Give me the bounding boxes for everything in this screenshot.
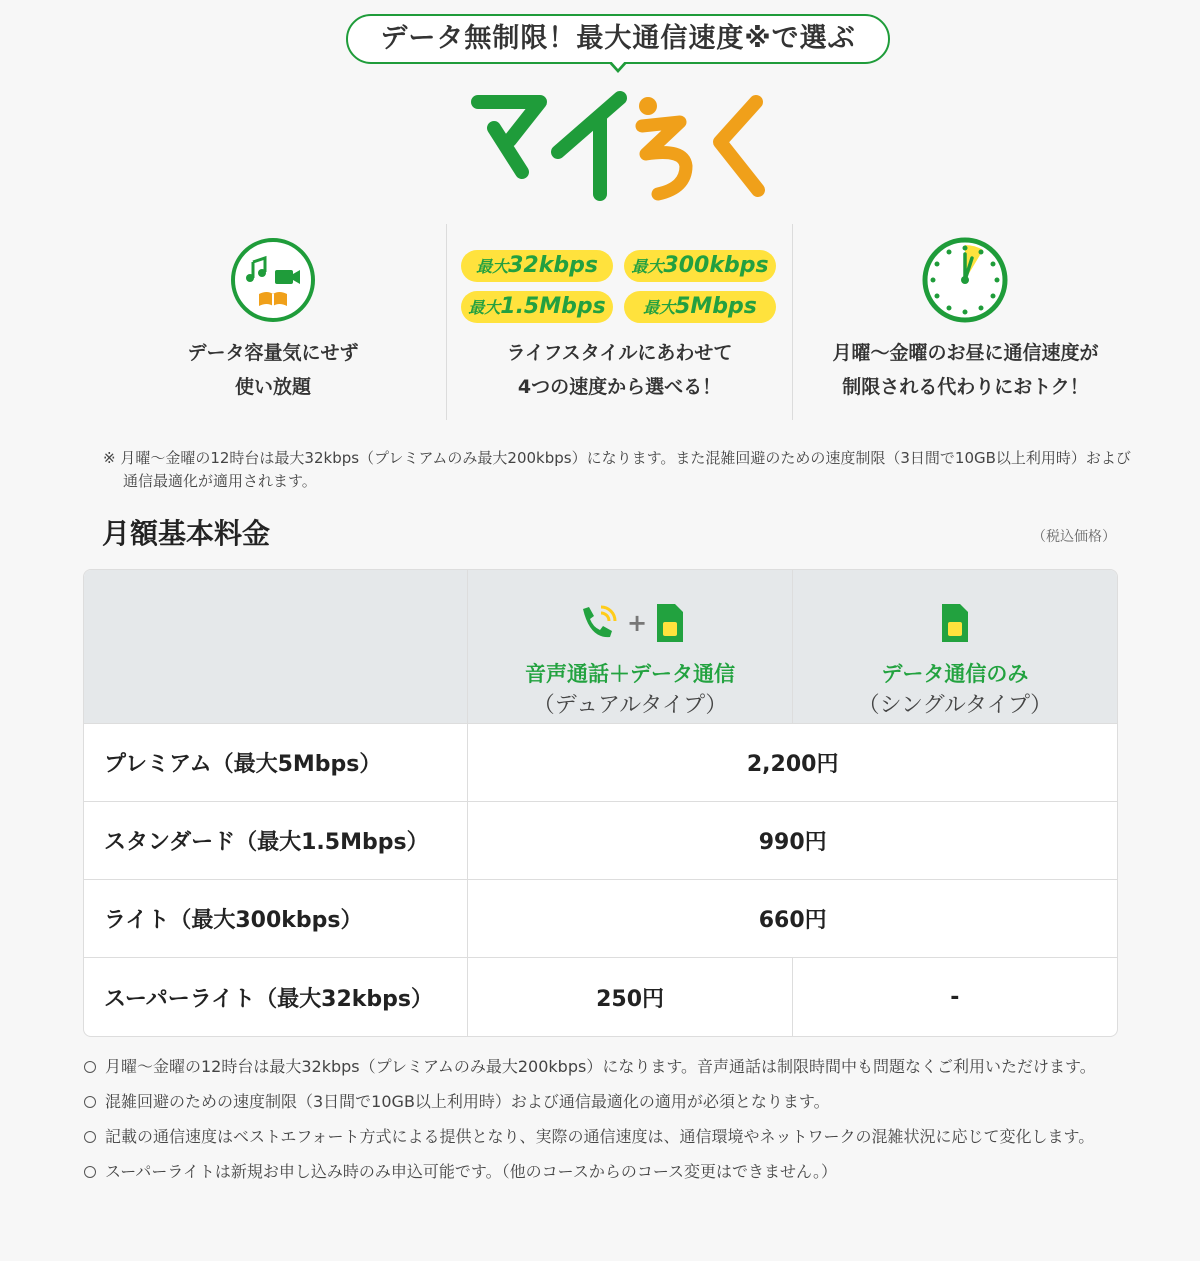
single-type-header xyxy=(793,570,1117,724)
plan-dual-price: 250円 xyxy=(468,958,792,1036)
speed-pill xyxy=(461,291,613,323)
pill-value: 1.5Mbps xyxy=(500,294,606,319)
plan-price: 2,200円 xyxy=(468,724,1117,802)
plan-name: ライト（最大300kbps） xyxy=(84,880,468,958)
pill-prefix: 最大 xyxy=(476,257,509,276)
phone-call-icon xyxy=(575,603,619,643)
maisoku-logo xyxy=(470,88,770,204)
feature-lunch-limit xyxy=(793,224,1138,420)
list-item: スーパーライトは新規お申し込み時のみ申込可能です。（他のコースからのコース変更はできません。） xyxy=(83,1160,1123,1183)
pill-value: 300kbps xyxy=(663,253,769,278)
single-type-subtitle: （シングルタイプ） xyxy=(857,693,1053,718)
table-row xyxy=(84,880,1117,958)
dual-type-header xyxy=(468,570,792,724)
feature-line: データ容量気にせず xyxy=(187,342,359,364)
list-item: 記載の通信速度はベストエフォート方式による提供となり、実際の通信速度は、通信環境やネットワークの混雑状況に応じて変化します。 xyxy=(83,1125,1123,1148)
feature-unlimited-desc xyxy=(120,336,426,404)
list-item: 月曜～金曜の12時台は最大32kbps（プレミアムのみ最大200kbps）になります。音声通話は制限時間中も問題なくご利用いただけます。 xyxy=(83,1055,1123,1078)
headline-bubble: データ無制限！最大通信速度※で選ぶ xyxy=(346,14,890,64)
feature-unlimited xyxy=(120,224,426,420)
speed-pill xyxy=(624,250,776,282)
plan-name: プレミアム（最大5Mbps） xyxy=(84,724,468,802)
feature-lunch-desc xyxy=(793,336,1138,404)
pill-prefix: 最大 xyxy=(468,298,501,317)
dual-type-subtitle: （デュアルタイプ） xyxy=(532,693,728,718)
pill-prefix: 最大 xyxy=(643,298,676,317)
table-row xyxy=(84,802,1117,880)
feature-line: 使い放題 xyxy=(234,376,311,398)
footnote-list xyxy=(83,1055,1123,1195)
empty-header-cell xyxy=(84,570,468,724)
feature-line: 制限される代わりにおトク！ xyxy=(842,376,1089,398)
speed-note: ※ 月曜～金曜の12時台は最大32kbps（プレミアムのみ最大200kbps）になります。また混雑回避のための速度制限（3日間で10GB以上利用時）および通信最適化が適用されます。 xyxy=(103,449,1131,490)
bubble-tail xyxy=(608,62,628,73)
plus-icon: + xyxy=(626,609,648,637)
speed-pill xyxy=(461,250,613,282)
list-item: 混雑回避のための速度制限（3日間で10GB以上利用時）および通信最適化の適用が必須となります。 xyxy=(83,1090,1123,1113)
plan-name: スーパーライト（最大32kbps） xyxy=(84,958,468,1036)
feature-line: 4つの速度から選べる！ xyxy=(517,376,722,398)
clock-icon xyxy=(921,236,1009,324)
plan-single-price: - xyxy=(950,984,960,1010)
dual-type-title: 音声通話＋データ通信 xyxy=(525,662,736,686)
plan-name: スタンダード（最大1.5Mbps） xyxy=(84,802,468,880)
tax-note: （税込価格） xyxy=(1032,529,1116,545)
pill-value: 32kbps xyxy=(508,253,598,278)
table-row xyxy=(84,724,1117,802)
feature-speeds-desc xyxy=(447,336,792,404)
plan-price: 990円 xyxy=(468,802,1117,880)
pill-value: 5Mbps xyxy=(675,294,757,319)
sim-card-icon xyxy=(940,602,970,644)
pricing-table xyxy=(83,569,1118,1037)
feature-line: 月曜～金曜のお昼に通信速度が xyxy=(832,342,1099,364)
media-play-icon xyxy=(229,236,317,324)
feature-speeds xyxy=(447,224,792,420)
single-type-title: データ通信のみ xyxy=(881,662,1029,686)
pill-prefix: 最大 xyxy=(631,257,664,276)
speed-pill xyxy=(624,291,776,323)
table-row xyxy=(84,958,1117,1036)
plan-price: 660円 xyxy=(468,880,1117,958)
feature-line: ライフスタイルにあわせて xyxy=(506,342,733,364)
pricing-title: 月額基本料金 xyxy=(102,517,271,550)
sim-card-icon xyxy=(655,602,685,644)
